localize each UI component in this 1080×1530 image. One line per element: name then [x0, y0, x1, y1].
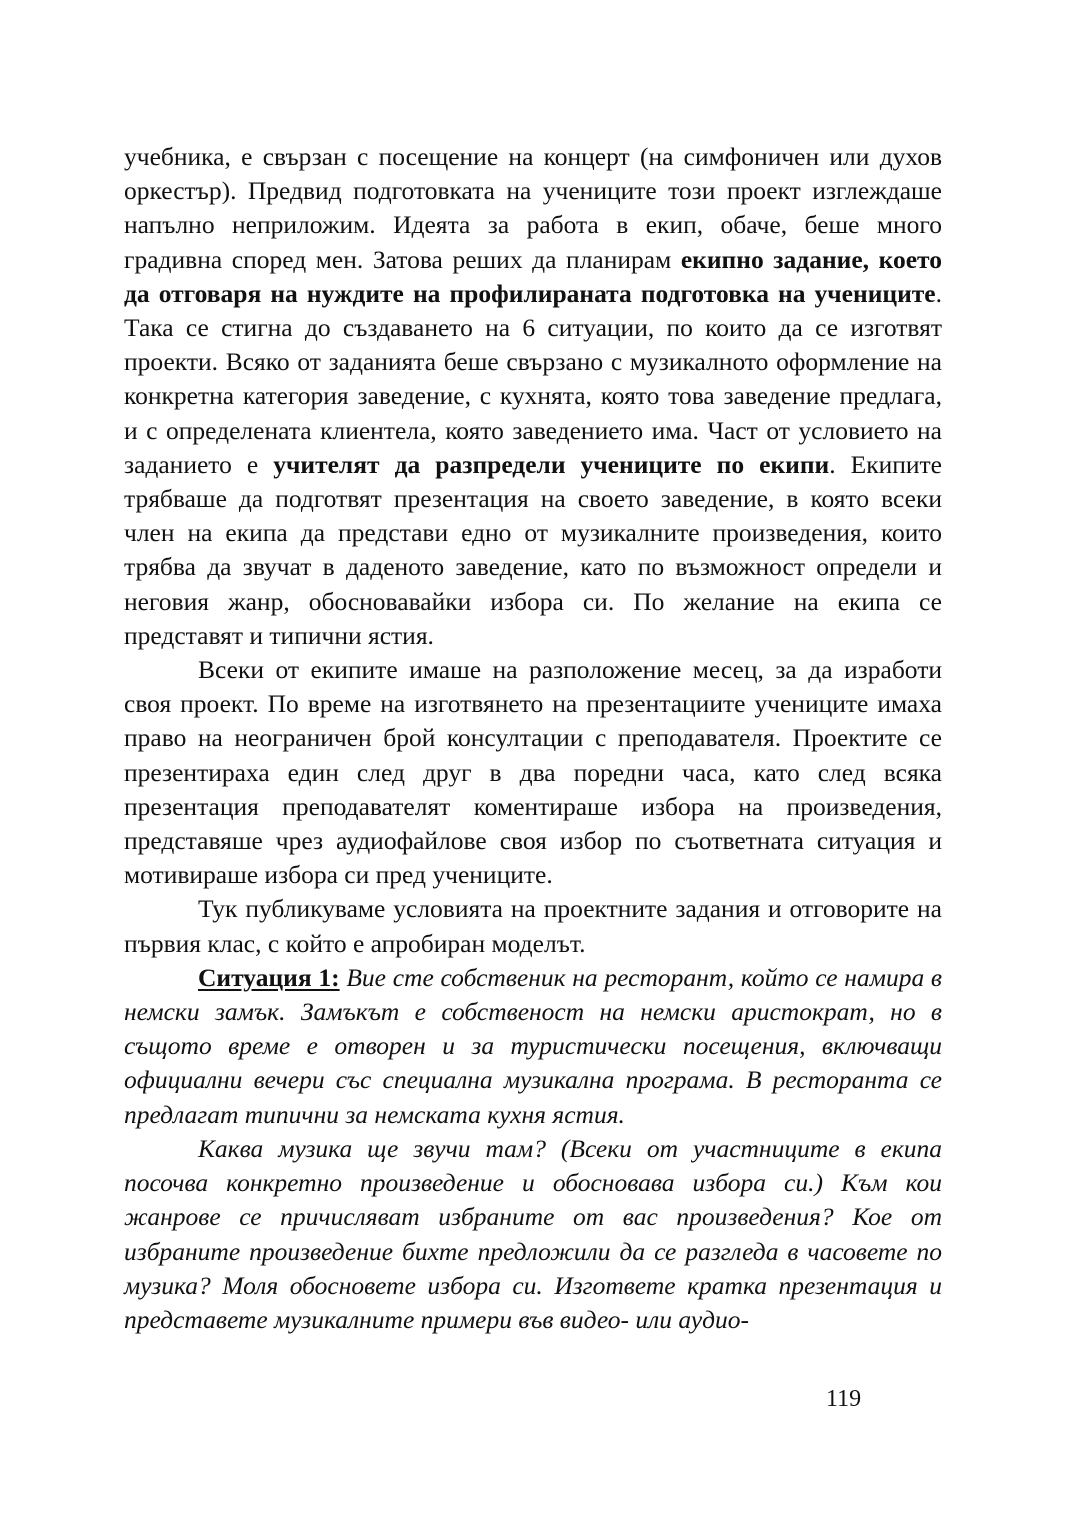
paragraph-1-text-1: учебника, е свързан с посещение на концерт (на симфоничен или духов оркестър). Предвид подготовката на учениците този проект изглеждаше напълно неприложим. Идеята за работа в екип, обаче, беше много градивна според мен. Затова реших да планирам — [124, 142, 942, 274]
situation-1-paragraph — [124, 961, 942, 1132]
paragraph-1-bold-2: учителят да разпредели учениците по екипи — [273, 449, 830, 479]
paragraph-1-text-3: . Екипите трябваше да подготвят презентация на своето заведение, в която всеки член на екипа да представи едно от музикалните произведения, които трябва да звучат в даденото заведение, като по възможност определи и неговия жанр, обосновавайки избора си. По желание на екипа се представят и типични ястия. — [124, 449, 942, 650]
paragraph-2: Всеки от екипите имаше на разположение месец, за да изработи своя проект. По време на изготвянето на презентациите учениците имаха право на неограничен брой консултации с преподавателя. Проектите се презентираха един след друг в два поредни часа, като след всяка презентация преподавателят коментираше избора на произведения, представяше чрез аудиофайлове своя избор по съответната ситуация и мотивираше избора си пред учениците. — [124, 655, 942, 890]
paragraph-3: Тук публикуваме условията на проектните задания и отговорите на първия клас, с който е апробиран моделът. — [124, 894, 942, 958]
paragraph-5: Каква музика ще звучи там? (Всеки от участниците в екипа посочва конкретно произведение и обосновава избора си.) Към кои жанрове се причисляват избраните от вас произведения? Кое от избраните произведение бихте предложили да се разгледа в часовете по музика? Моля обосновете избора си. Изгответе кратка презентация и представете музикалните примери във видео- или аудио- — [124, 1133, 942, 1334]
paragraph-1-text-2: . Така се стигна до създаването на 6 ситуации, по които да се изготвят проекти. Всяко от заданията беше свързано с музикалното оформление на конкретна категория заведение, с кухнята, която това заведение предлага, и с определената клиентела, която заведението има. Част от условието на заданието е — [124, 278, 942, 479]
situation-1-label: Ситуация 1: — [198, 962, 340, 992]
page-number: 119 — [826, 1386, 862, 1412]
paragraph-1-bold-1: екипно задание, което да отговаря на нуждите на профилираната подготовка на учениците — [124, 244, 942, 308]
paragraph-1 — [124, 140, 942, 653]
situation-1-text: Вие сте собственик на ресторант, който се намира в немски замък. Замъкът е собственост на немски аристократ, но в същото време е отворен и за туристически посещения, включващи официални вечери със специална музикална програма. В ресторанта се предлагат типични за немската кухня ястия. — [124, 962, 943, 1129]
page-body — [124, 140, 942, 1337]
